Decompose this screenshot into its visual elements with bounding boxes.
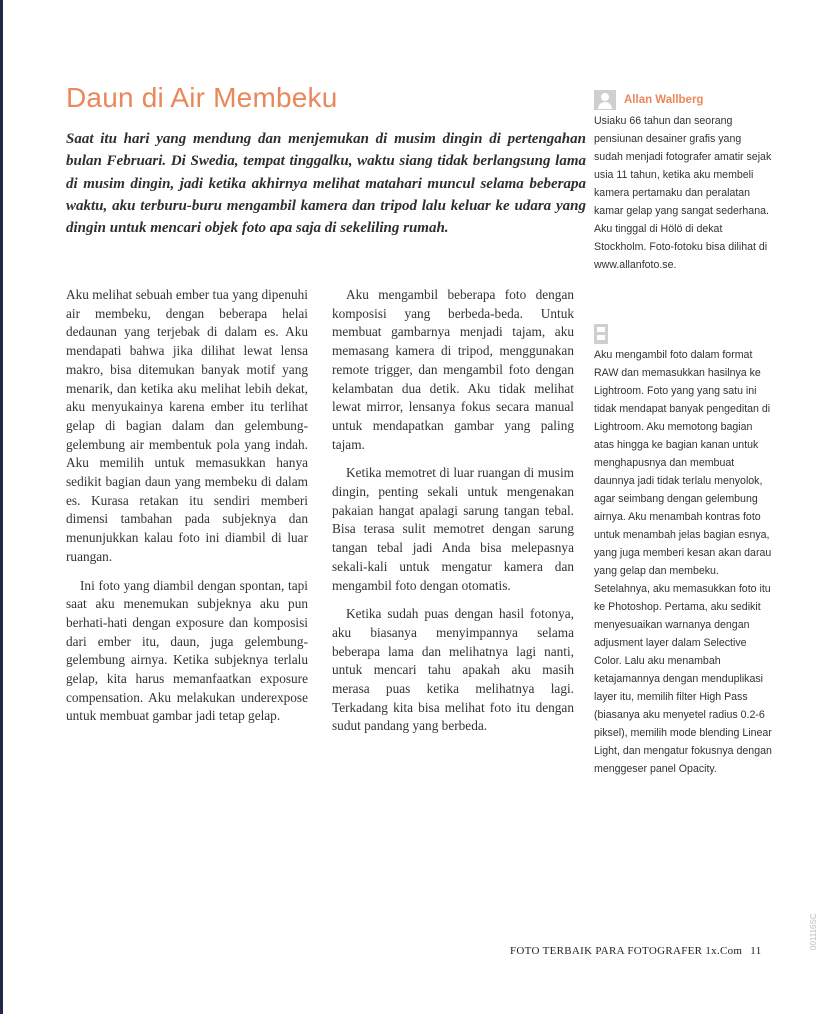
page-footer: [510, 945, 762, 957]
article-title: Daun di Air Membeku: [66, 82, 338, 113]
camera-icon: [594, 324, 608, 344]
author-name: Allan Wallberg: [624, 94, 704, 106]
processing-note: Aku mengambil foto dalam format RAW dan memasukkan hasilnya ke Lightroom. Foto yang yang satu ini tidak mendapat banyak pengeditan di Lightroom. Aku memotong bagian atas hingga ke bagian kanan untuk menghapusnya dan membuat daunnya jadi tidak terlalu menyolok, agar seimbang dengan gelembung airnya. Aku menambah kontras foto untuk menambah jelas bagian esnya, yang juga memberi kesan akan darau yang gelap dan membeku. Setelahnya, aku memasukkan foto itu ke Photoshop. Pertama, aku sedikit menyesuaikan warnanya dengan adjusment layer dalam Selective Color. Lalu aku menambah ketajamannya dengan menduplikasi layer itu, memilih filter High Pass (biasanya aku menyetel radius 0.2-6 piksel), memilih mode blending Linear Light, dan mengatur fokusnya dengan menggeser panel Opacity.: [594, 349, 772, 775]
page-number: 11: [750, 945, 762, 957]
body-paragraph: Aku mengambil beberapa foto dengan komposisi yang berbeda-beda. Untuk membuat gambarnya menjadi tajam, aku memasang kamera di tripod, menggunakan remote trigger, dan mengambil foto dengan kelambatan dua detik. Aku tidak melihat lewat mirror, lensanya fokus secara manual untuk mendapatkan gambar yang paling tajam.: [332, 287, 574, 452]
running-title: FOTO TERBAIK PARA FOTOGRAFER 1x.Com: [510, 945, 743, 957]
page-edge-rule: [0, 0, 3, 1014]
body-paragraph: Ketika sudah puas dengan hasil fotonya, aku biasanya menyimpannya selama beberapa lama dan melihatnya lagi nanti, untuk mencari tahu apakah aku masih merasa puas ketika melihatnya lagi. Terkadang kita bisa melihat foto itu dengan sudut pandang yang berbeda.: [332, 606, 574, 734]
author-bio: Usiaku 66 tahun dan seorang pensiunan desainer grafis yang sudah menjadi fotografer amatir sejak usia 11 tahun, ketika aku membeli kamera pertamaku dan peralatan kamar gelap yang sangat sederhana. Aku tinggal di Hölö di dekat Stockholm. Foto-fotoku bisa dilihat di www.allanfoto.se.: [594, 115, 772, 271]
author-header: [594, 90, 772, 110]
body-column-1: [66, 286, 308, 736]
person-icon: [594, 90, 616, 110]
article-lead: Saat itu hari yang mendung dan menjemukan di musim dingin di pertengahan bulan Februari. Di Swedia, tempat tinggalku, waktu siang tidak berlangsung lama di musim dingin, jadi ketika akhirnya melihat matahari muncul selama beberapa waktu, aku terburu-buru mengambil kamera dan tripod lalu keluar ke udara yang dingin untuk mencari objek foto apa saja di sekeliling rumah.: [66, 131, 586, 237]
body-paragraph: Aku melihat sebuah ember tua yang dipenuhi air membeku, dengan beberapa helai dedaunan yang terjebak di dalam es. Aku mendapati bahwa jika dilihat lewat lensa makro, bisa ditemukan banyak motif yang menarik, dan ketika aku melihat lebih dekat, aku menyukainya karena ember itu terlihat gelap di bagian dalam dan gelembung-gelembung air membentuk pola yang indah. Aku memilih untuk memasukkan hanya sedikit bagian daun yang membeku di dalam es. Kurasa retakan itu sendiri memberi dimensi tambahan pada subjeknya dan menunjukkan kalau foto ini diambil di luar ruangan.: [66, 287, 308, 564]
print-code: 001116SC: [809, 913, 818, 950]
body-paragraph: Ini foto yang diambil dengan spontan, tapi saat aku menemukan subjeknya aku pun berhati-hati dengan exposure dan komposisi dari ember itu, daun, juga gelembung-gelembung airnya. Ketika subjeknya terlalu gelap, kita harus memanfaatkan exposure compensation. Aku melakukan underexpose untuk membuat gambar jadi tetap gelap.: [66, 577, 308, 724]
body-paragraph: Ketika memotret di luar ruangan di musim dingin, penting sekali untuk mengenakan pakaian hangat apalagi sarung tangan tebal. Bisa terasa sulit memotret dengan sarung tangan tebal jadi Anda bisa melepasnya sekali-kali untuk mengatur kamera dan mengambil foto dengan otomatis.: [332, 465, 574, 593]
processing-sidebar: [594, 324, 772, 778]
author-sidebar: [594, 90, 772, 274]
body-column-2: [332, 286, 574, 746]
